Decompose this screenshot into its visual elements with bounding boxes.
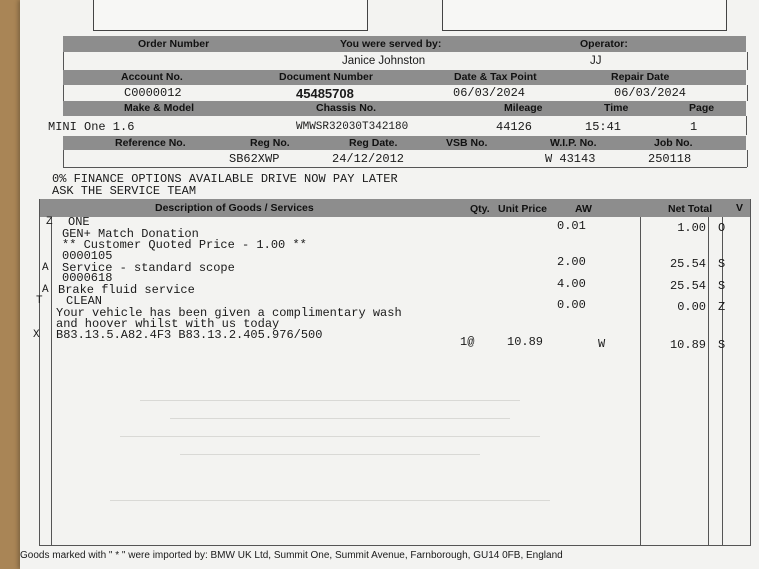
repair-date-value: 06/03/2024	[614, 86, 687, 100]
item-aw: 2.00	[557, 255, 586, 269]
item-code: X	[33, 329, 40, 341]
values-row-account	[63, 85, 748, 101]
operator-value: JJ	[590, 55, 602, 67]
item-vat-code: S	[718, 279, 726, 293]
item-code: Z	[46, 216, 53, 228]
items-header-band	[39, 199, 751, 217]
item-description-line: CLEAN	[66, 294, 103, 308]
item-code: A	[42, 283, 49, 296]
item-description-line: Service - standard scope	[62, 260, 235, 275]
account-no-label: Account No.	[121, 71, 183, 83]
time-label: Time	[604, 102, 629, 114]
item-aw: 0.00	[557, 298, 586, 312]
job-no-label: Job No.	[654, 137, 693, 149]
reg-date-label: Reg Date.	[349, 137, 398, 149]
col-description-label: Description of Goods / Services	[155, 202, 314, 214]
item-aw: 0.01	[557, 219, 586, 233]
document-number-label: Document Number	[279, 71, 373, 83]
served-by-label: You were served by:	[340, 38, 442, 50]
date-tax-point-label: Date & Tax Point	[454, 71, 537, 83]
values-row-reference	[63, 150, 748, 167]
item-description-line: Your vehicle has been given a complimentary wash	[56, 305, 402, 320]
item-net-total: 25.54	[669, 279, 706, 293]
item-description-line: ** Customer Quoted Price - 1.00 **	[62, 238, 307, 252]
reference-no-label: Reference No.	[115, 137, 186, 149]
col-net-total-label: Net Total	[668, 203, 713, 215]
item-description-line: Brake fluid service	[58, 282, 195, 297]
item-aw: 4.00	[557, 277, 586, 291]
header-band-account	[63, 70, 746, 85]
header-band-order	[63, 36, 746, 52]
header-band-vehicle	[63, 101, 746, 116]
address-box-left	[93, 0, 368, 31]
item-description-line: 0000618	[62, 271, 113, 285]
finance-notice-line-1: 0% FINANCE OPTIONS AVAILABLE DRIVE NOW PAY LATER	[52, 172, 398, 186]
operator-label: Operator:	[580, 38, 628, 50]
document-number-value: 45485708	[296, 86, 354, 101]
account-no-value: C0000012	[124, 86, 182, 100]
item-unit-price: 10.89	[507, 335, 544, 349]
values-row-vehicle	[45, 116, 747, 135]
col-qty-label: Qty.	[470, 203, 490, 215]
mileage-value: 44126	[496, 120, 533, 134]
page-value: 1	[690, 120, 698, 134]
wip-no-value: W 43143	[545, 152, 596, 166]
reg-no-label: Reg No.	[250, 137, 290, 149]
vsb-no-label: VSB No.	[446, 137, 488, 149]
item-description-line: 0000105	[62, 249, 113, 263]
col-aw-label: AW	[575, 203, 592, 215]
chassis-no-value: WMWSR32030T342180	[296, 121, 409, 133]
item-net-total: 0.00	[677, 300, 706, 314]
item-vat-code: S	[718, 257, 726, 271]
repair-date-label: Repair Date	[611, 71, 670, 83]
item-net-total: 25.54	[669, 257, 706, 271]
col-v-label: V	[736, 202, 744, 214]
item-code: A	[42, 261, 49, 274]
item-vat-code: O	[718, 221, 726, 235]
mileage-label: Mileage	[504, 102, 543, 114]
item-description-line: ONE	[68, 215, 90, 229]
item-description-line: and hoover whilst with us today	[56, 317, 280, 331]
item-vat-code: Z	[718, 300, 726, 314]
chassis-no-label: Chassis No.	[316, 102, 377, 114]
item-description-line: GEN+ Match Donation	[62, 226, 199, 241]
header-band-reference	[63, 136, 746, 150]
reg-no-value: SB62XWP	[229, 152, 280, 166]
import-notice: Goods marked with " * " were imported by: BMW UK Ltd, Summit One, Summit Avenue, Farnborough, GU14 0FB, England	[20, 550, 563, 561]
address-box-right	[442, 0, 727, 31]
item-aw: W	[598, 337, 606, 351]
page-label: Page	[689, 102, 715, 114]
time-value: 15:41	[585, 120, 622, 134]
wip-no-label: W.I.P. No.	[550, 137, 597, 149]
values-row-order	[63, 52, 748, 70]
invoice-paper	[20, 0, 759, 569]
finance-notice-line-2: ASK THE SERVICE TEAM	[52, 184, 197, 198]
item-net-total: 10.89	[669, 338, 706, 352]
item-qty: 1@	[460, 335, 475, 349]
order-number-label: Order Number	[138, 38, 210, 50]
item-vat-code: S	[718, 338, 726, 352]
job-no-value: 250118	[648, 152, 692, 166]
served-by-value: Janice Johnston	[342, 55, 426, 67]
col-unit-price-label: Unit Price	[498, 203, 548, 215]
item-description-line: B83.13.5.A82.4F3 B83.13.2.405.976/500	[56, 328, 323, 342]
item-net-total: 1.00	[677, 221, 706, 235]
date-tax-point-value: 06/03/2024	[453, 86, 526, 100]
make-model-value: MINI One 1.6	[48, 120, 135, 134]
item-code: T	[36, 295, 43, 307]
reg-date-value: 24/12/2012	[332, 152, 405, 166]
make-model-label: Make & Model	[124, 102, 195, 114]
